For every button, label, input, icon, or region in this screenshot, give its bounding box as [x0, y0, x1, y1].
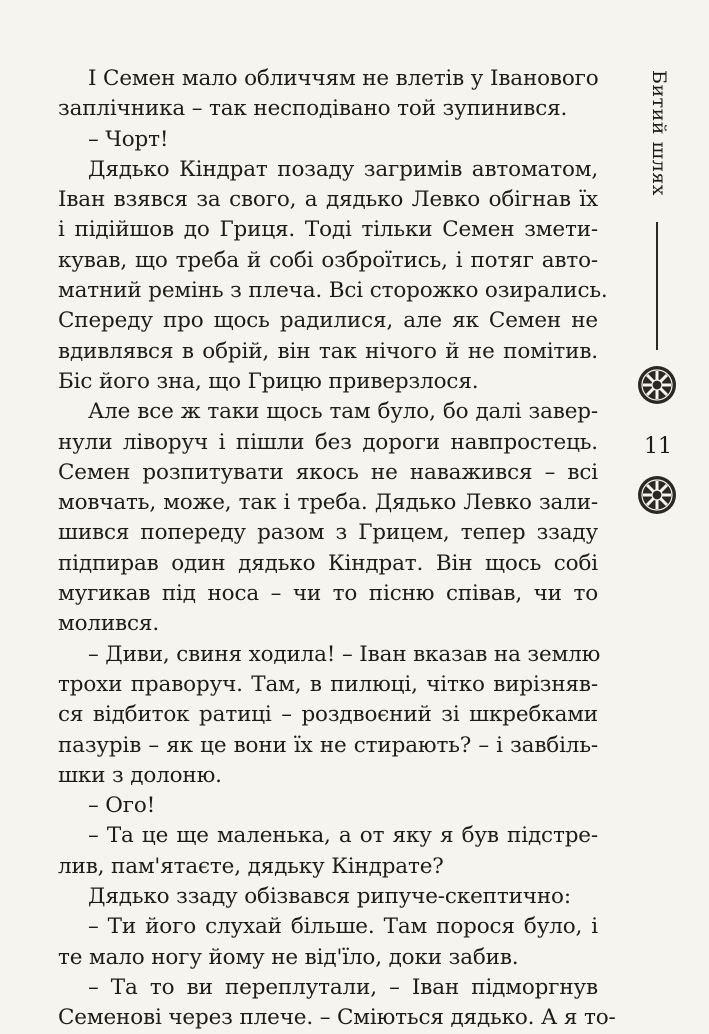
text-line: пазурів – як це вони їх не стирають? – і завбіль- [58, 732, 598, 758]
text-line: шився попереду разом з Грицем, тепер ззаду [58, 520, 598, 546]
text-line: – Диви, свиня ходила! – Іван вказав на землю [88, 641, 601, 667]
text-line: Семен розпитувати якось не наважився – всі [58, 459, 598, 485]
text-line: мовчать, може, так і треба. Дядько Левко зали- [58, 490, 598, 516]
running-title: Битий шлях [648, 70, 670, 196]
text-line: – Ого! [88, 793, 156, 819]
text-line: вдивлявся в обрій, він так нічого й не помітив. [58, 338, 598, 364]
text-line: те мало ногу йому не від'їло, доки забив. [58, 944, 519, 970]
text-line: Іван взявся за свого, а дядько Левко обігнав їх [58, 187, 598, 213]
text-line: ся відбиток ратиці – роздвоєний зі шкребками [58, 702, 598, 728]
text-line: І Семен мало обличчям не влетів у Іванового [88, 66, 599, 91]
text-line: мугикав під носа – чи то пісню співав, чи то [58, 581, 598, 607]
text-line: Дядько Кіндрат позаду загримів автоматом, [88, 156, 598, 182]
text-line: шки з долоню. [58, 762, 222, 788]
ornament-top-icon [637, 365, 677, 405]
page-number: 11 [644, 434, 672, 459]
margin-rule [656, 222, 658, 350]
text-line: нули ліворуч і пішли без дороги навпростець. [58, 429, 598, 455]
ornament-bottom-icon [637, 475, 677, 515]
text-line: заплічника – так несподівано той зупинився. [58, 96, 568, 122]
text-line: лив, пам'ятаєте, дядьку Кіндрате? [58, 853, 444, 879]
text-line: – Чорт! [88, 126, 169, 152]
text-line: – Та це ще маленька, а от яку я був підстре- [88, 823, 598, 849]
text-line: Спереду про щось радилися, але як Семен не [58, 308, 598, 334]
text-line: Семенові через плече. – Сміються дядько. А я то- [58, 1005, 616, 1031]
text-line: Але все ж таки щось там було, бо далі завер- [88, 399, 598, 425]
page-margin [620, 62, 690, 532]
text-line: – Та то ви переплутали, – Іван підморгнув [88, 974, 598, 1000]
text-line: трохи праворуч. Там, в пилюці, чітко вирізняв- [58, 671, 598, 697]
text-line: молився. [58, 611, 159, 637]
text-line: кував, що треба й собі озброїтись, і потяг авто- [58, 247, 598, 273]
text-line: підпирав один дядько Кіндрат. Він щось собі [58, 550, 598, 576]
text-line: – Ти його слухай більше. Там порося було, і [88, 914, 598, 940]
text-line: Біс його зна, що Грицю приверзлося. [58, 368, 479, 394]
text-line: і підійшов до Гриця. Тоді тільки Семен змети- [58, 217, 598, 243]
body-text [58, 64, 616, 1034]
text-line: матний ремінь з плеча. Всі сторожко озирались. [58, 278, 608, 304]
text-line: Дядько ззаду обізвався рипуче-скептично: [88, 884, 571, 910]
